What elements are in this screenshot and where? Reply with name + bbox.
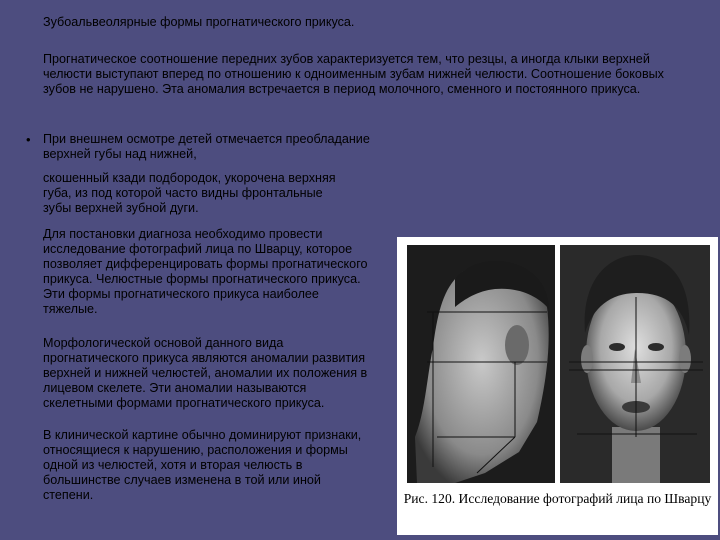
frontal-photo [560,245,710,483]
paragraph-morphology: Морфологической основой данного вида прогнатического прикуса являются аномалии развития верхней и нижней челюстей, аномалии их положения в лицевом скелете. Эти аномалии называются скелетными формами прогнатического прикуса. [43,336,368,410]
face-photographs [397,237,718,487]
paragraph-diagnosis: Для постановки диагноза необходимо провести исследование фотографий лица по Шварцу, которое позволяет дифференцировать формы прогнатического прикуса. Челюстные формы прогнатического прикуса. Эти формы прогнатического прикуса наиболее тяжелые. [43,227,368,316]
bullet-marker: • [26,132,31,147]
paragraph-external-exam: При внешнем осмотре детей отмечается преобладание верхней губы над нижней, [43,132,370,161]
intro-paragraph: Прогнатическое соотношение передних зубов характеризуется тем, что резцы, а иногда клыки верхней челюсти выступают вперед по отношению к одноименным зубам нижней челюсти. Соотношение боковых зубов не нарушено. Эта аномалия встречается в период молочного, сменного и постоянного прикуса. [43,52,664,96]
slide-title: Зубоальвеолярные формы прогнатического прикуса. [43,15,355,29]
profile-photo [407,245,555,483]
schwarz-photo-figure [397,237,718,535]
figure-caption: Рис. 120. Исследование фотографий лица по Шварцу [403,491,712,506]
paragraph-clinical-picture: В клинической картине обычно доминируют признаки, относящиеся к нарушению, расположения и формы одной из челюстей, хотя и вторая челюсть в большинстве случаев изменена в той или иной степени. [43,428,362,502]
paragraph-chin: скошенный кзади подбородок, укорочена верхняя губа, из под которой часто видны фронтальные зубы верхней зубной дуги. [43,171,336,215]
